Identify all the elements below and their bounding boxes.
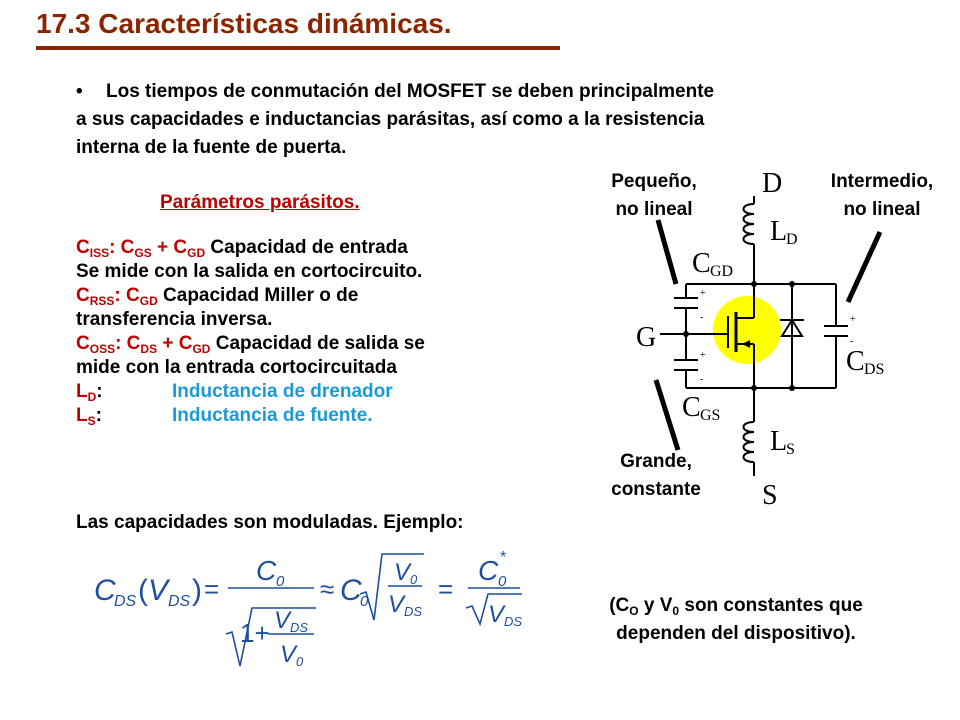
bullet-icon: • — [76, 81, 83, 102]
svg-text:D: D — [786, 231, 798, 248]
svg-text:*: * — [500, 549, 507, 566]
label-intermediate-nonlinear: Intermedio, no lineal — [830, 171, 934, 220]
svg-text:-: - — [850, 336, 854, 347]
drain-label: D — [762, 168, 783, 199]
mosfet-highlight — [713, 296, 781, 364]
crss-line-2: transferencia inversa. — [76, 309, 273, 330]
ld-description: Inductancia de drenador — [172, 381, 393, 402]
svg-text:V: V — [388, 591, 405, 618]
ld-inductor — [744, 204, 755, 244]
svg-text:V: V — [148, 574, 169, 607]
constants-note — [556, 592, 916, 648]
svg-text:GS: GS — [700, 407, 721, 424]
cgs-label: C — [682, 392, 701, 423]
svg-text:0: 0 — [276, 573, 285, 590]
svg-text:DS: DS — [864, 361, 885, 378]
svg-text:S: S — [786, 441, 795, 458]
ciss-line-2: Se mide con la salida en cortocircuito. — [76, 261, 423, 282]
coss-line: $C_{OSS}$: $C_{DS} + C_{GD}$ Capacidad de salida se — [76, 333, 425, 356]
note-line-1: ($C_O$ y $V_0$ son constantes que — [609, 595, 863, 618]
slide-title: 17.3 Características dinámicas. — [36, 8, 452, 39]
svg-text:V: V — [394, 559, 411, 586]
ls-line: $L_S$: Inductancia de fuente. — [76, 405, 373, 428]
parameter-list — [76, 236, 425, 428]
svg-text:C: C — [256, 555, 277, 586]
ciss-line: $C_{ISS}$: $C_{GS} + C_{GD}$ Capacidad de entrada — [76, 237, 408, 260]
coss-line-2: mide con la entrada cortocircuitada — [76, 357, 397, 378]
label-small-nonlinear: Pequeño, no lineal — [611, 171, 697, 220]
svg-text:0: 0 — [296, 654, 304, 669]
label-large-constant: Grande, constante — [611, 451, 701, 500]
ls-description: Inductancia de fuente. — [172, 405, 373, 426]
svg-text:+: + — [850, 314, 856, 325]
svg-text:V: V — [280, 641, 297, 668]
intro-paragraph — [76, 78, 886, 162]
cgd-label: C — [692, 248, 711, 279]
crss-line: $C_{RSS}$: $C_{GD}$ Capacidad Miller o de — [76, 285, 359, 308]
ls-inductor — [744, 422, 755, 462]
svg-text:DS: DS — [114, 593, 137, 610]
intro-line-2: a sus capacidades e inductancias parásitas, así como a la resistencia — [76, 109, 705, 130]
svg-text:DS: DS — [404, 604, 423, 619]
svg-text:-: - — [700, 374, 704, 385]
svg-text:V: V — [274, 607, 291, 634]
source-label: S — [762, 480, 778, 511]
title-underline — [36, 46, 560, 50]
gate-label: G — [636, 322, 657, 353]
note-line-2: dependen del dispositivo). — [616, 623, 856, 644]
svg-text:DS: DS — [504, 614, 523, 629]
svg-text:DS: DS — [290, 620, 309, 635]
ld-line: $L_D$: Inductancia de drenador — [76, 381, 393, 404]
svg-text:≈: ≈ — [320, 574, 335, 604]
intro-line-1: • Los tiempos de conmutación del MOSFET se deben principalmente — [76, 78, 886, 106]
svg-text:(: ( — [138, 574, 148, 607]
intro-line-3: interna de la fuente de puerta. — [76, 137, 347, 158]
cds-label: C — [846, 346, 865, 377]
svg-text:+: + — [700, 350, 706, 361]
example-text: Las capacidades son moduladas. Ejemplo: — [76, 512, 464, 533]
svg-text:DS: DS — [168, 593, 191, 610]
mosfet-parasitic-circuit — [620, 160, 920, 520]
ls-label: L — [770, 426, 788, 457]
svg-text:C: C — [340, 574, 362, 607]
svg-text:C: C — [94, 574, 116, 607]
svg-text:C: C — [478, 555, 499, 586]
ld-label: L — [770, 216, 788, 247]
svg-text:V: V — [488, 601, 505, 628]
svg-text:0: 0 — [360, 593, 369, 610]
svg-text:0: 0 — [410, 572, 418, 587]
svg-text:GD: GD — [710, 263, 734, 280]
svg-text:-: - — [700, 312, 704, 323]
svg-text:0: 0 — [498, 573, 507, 590]
svg-text:+: + — [700, 288, 706, 299]
svg-text:1+: 1+ — [240, 618, 270, 648]
parasitic-parameters-heading: Parámetros parásitos. — [160, 192, 360, 213]
svg-text:=: = — [438, 574, 454, 604]
svg-text:=: = — [204, 574, 220, 604]
capacitance-equation — [90, 548, 540, 678]
svg-text:): ) — [192, 574, 202, 607]
